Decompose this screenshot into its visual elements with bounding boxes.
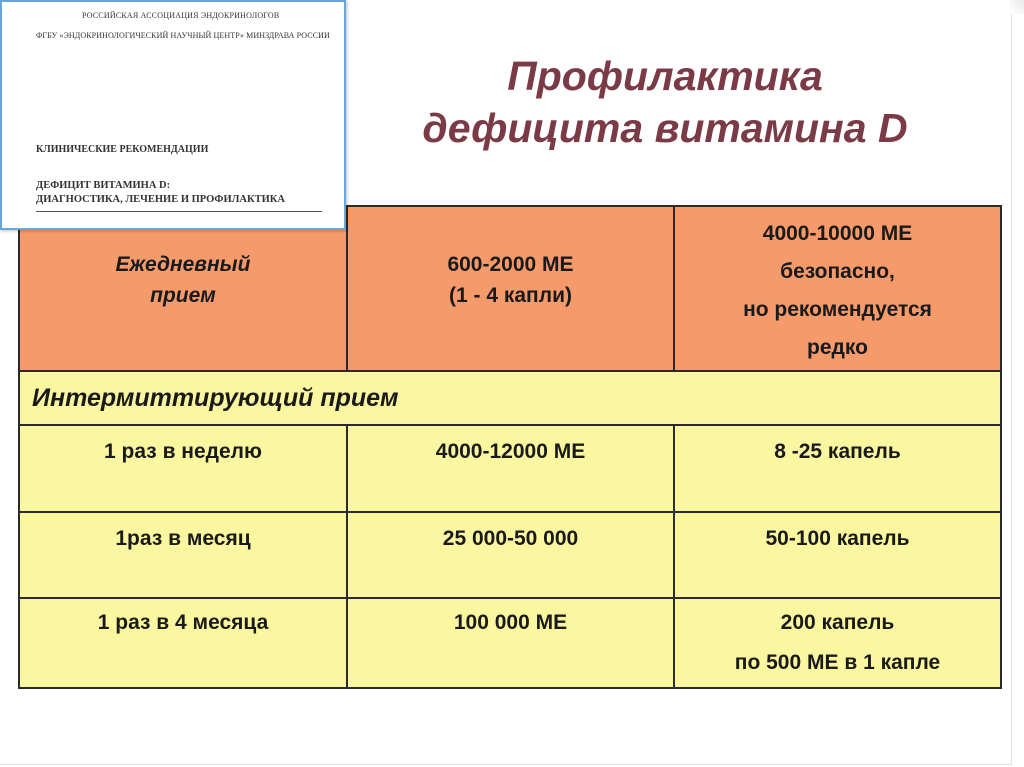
drops-cell <box>674 425 1001 512</box>
intermittent-header-row <box>19 371 1001 425</box>
cover-title-line-2: ДИАГНОСТИКА, ЛЕЧЕНИЕ И ПРОФИЛАКТИКА <box>36 194 285 205</box>
table-row <box>19 512 1001 598</box>
daily-note-cell <box>674 206 1001 371</box>
dose-cell: 4000-12000 МЕ <box>347 425 674 512</box>
daily-note-line-1: 4000-10000 МЕ <box>762 222 913 245</box>
dose-cell: 100 000 МЕ <box>347 598 674 688</box>
table-row <box>19 425 1001 512</box>
daily-label-line-2: прием <box>150 284 216 307</box>
drops-line-1: 8 -25 капель <box>774 440 901 463</box>
daily-label-line-1: Ежедневный <box>115 253 251 276</box>
daily-dose-line-1: 600-2000 МЕ <box>447 253 574 276</box>
frequency-cell: 1раз в месяц <box>19 512 347 598</box>
cover-org-line-1: РОССИЙСКАЯ АССОЦИАЦИЯ ЭНДОКРИНОЛОГОВ <box>82 11 280 20</box>
guideline-cover-image <box>0 0 346 230</box>
drops-line-1: 50-100 капель <box>765 527 910 550</box>
daily-note-line-4: редко <box>807 336 868 359</box>
daily-note-line-3: но рекомендуется <box>743 298 932 321</box>
daily-dose-cell <box>347 206 674 371</box>
intermittent-header: Интермиттирующий прием <box>19 371 1001 425</box>
daily-intake-row <box>19 206 1001 371</box>
frequency-cell: 1 раз в неделю <box>19 425 347 512</box>
page-corner-decoration <box>1010 0 1024 14</box>
cover-doc-type: КЛИНИЧЕСКИЕ РЕКОМЕНДАЦИИ <box>36 144 209 155</box>
daily-dose-line-2: (1 - 4 капли) <box>449 284 572 307</box>
drops-cell <box>674 512 1001 598</box>
drops-cell <box>674 598 1001 688</box>
drops-line-2: по 500 МЕ в 1 капле <box>734 651 941 674</box>
cover-title-line-1: ДЕФИЦИТ ВИТАМИНА D: <box>36 180 171 191</box>
slide-title <box>360 50 970 154</box>
dose-cell: 25 000-50 000 <box>347 512 674 598</box>
daily-intake-label-cell <box>19 206 347 371</box>
daily-note-line-2: безопасно, <box>780 260 895 283</box>
slide-title-line-1: Профилактика <box>507 53 823 99</box>
slide-title-line-2: дефицита витамина D <box>422 105 908 151</box>
cover-org-line-2: ФГБУ «ЭНДОКРИНОЛОГИЧЕСКИЙ НАУЧНЫЙ ЦЕНТР» МИНЗДРАВА РОССИИ <box>36 31 330 40</box>
cover-divider <box>36 211 322 212</box>
drops-line-1: 200 капель <box>780 611 895 634</box>
table-row <box>19 598 1001 688</box>
dosage-table <box>18 205 1002 689</box>
frequency-cell: 1 раз в 4 месяца <box>19 598 347 688</box>
